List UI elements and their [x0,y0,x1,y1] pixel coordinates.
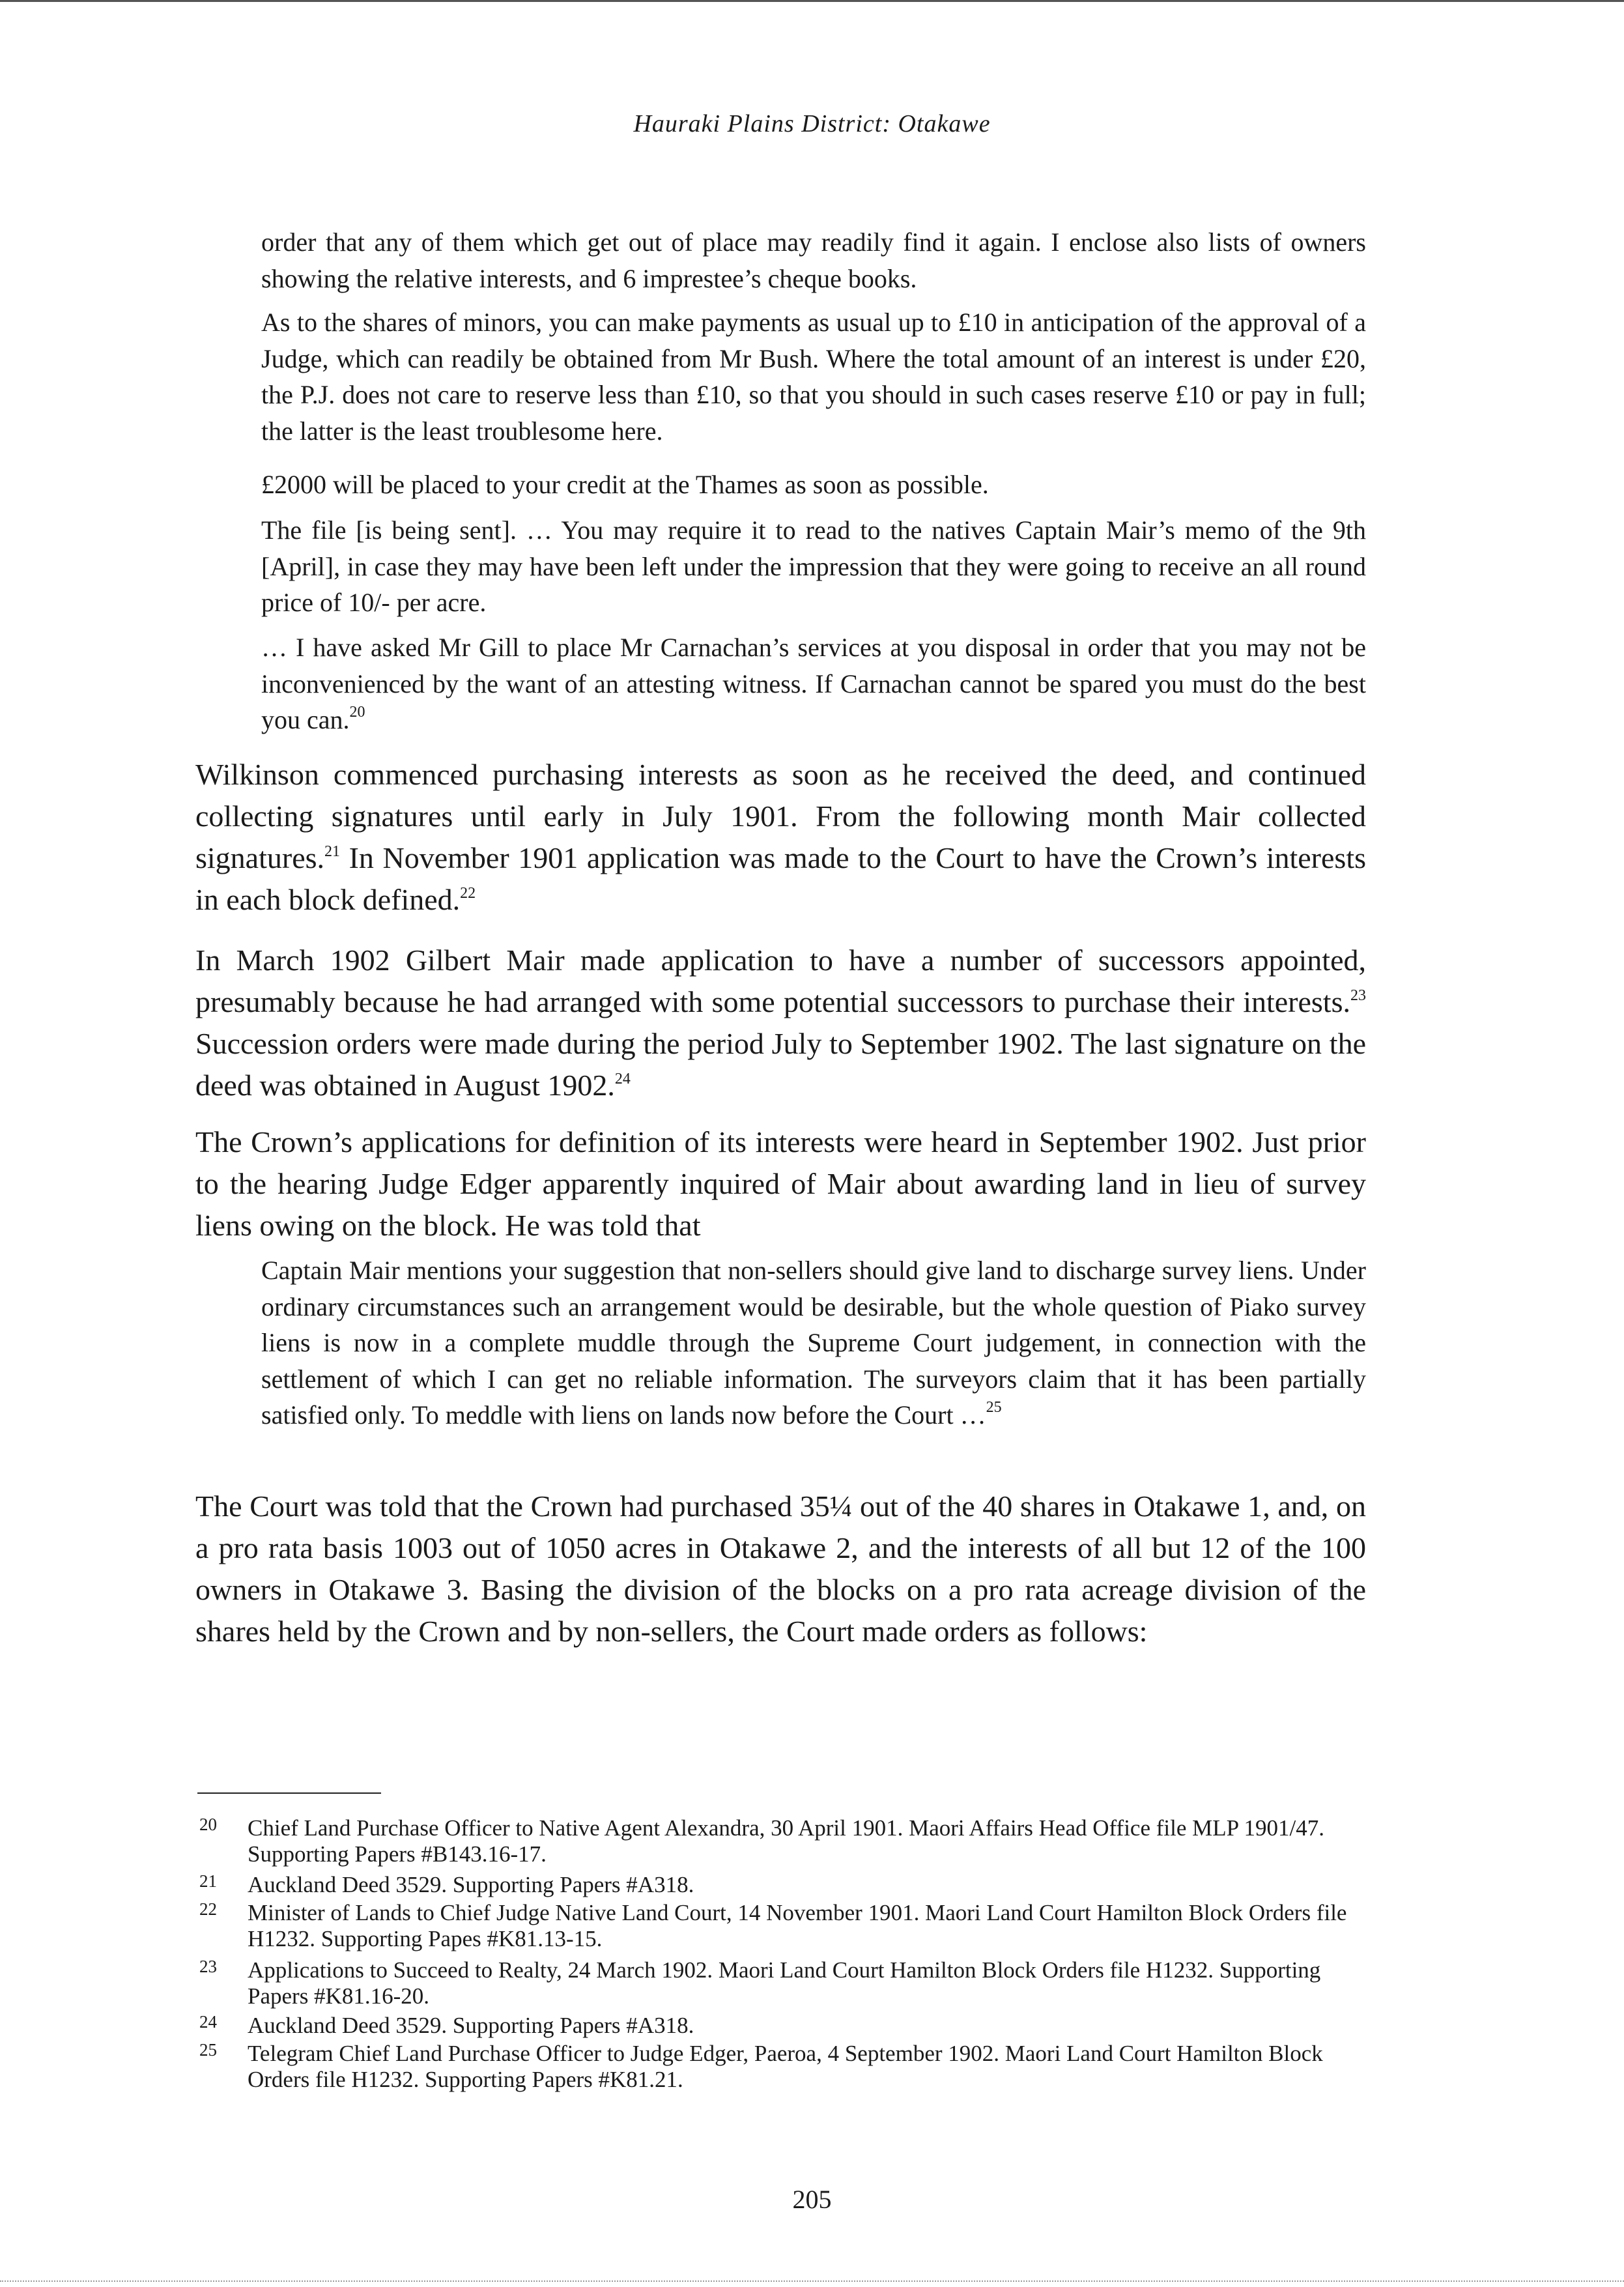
footnote-item [195,1900,1368,1952]
footnote-text: Auckland Deed 3529. Supporting Papers #A318. [248,2013,694,2038]
block-quote-paragraph: £2000 will be placed to your credit at the Thames as soon as possible. [261,470,989,499]
footnote-text: Auckland Deed 3529. Supporting Papers #A318. [248,1872,694,1897]
footnote-number: 24 [199,2012,217,2032]
block-quote-paragraph: As to the shares of minors, you can make payments as usual up to £10 in anticipation of the approval of a Judge, which can readily be obtained from Mr Bush. Where the total amount of an interest is under £20, the P.J. does not care to reserve less than £10, so that you should in such cases reserve £10 or pay in full; the latter is the least troublesome here. [261,308,1366,446]
footnote-item [195,2013,1368,2039]
footnote-item [195,1815,1368,1867]
footnote-text: Chief Land Purchase Officer to Native Agent Alexandra, 30 April 1901. Maori Affairs Head Office file MLP 1901/47. Supporting Papers #B143.16-17. [248,1815,1325,1867]
top-border-line [0,0,1624,2]
footnote-ref[interactable]: 21 [324,843,341,860]
block-quote-paragraph: … I have asked Mr Gill to place Mr Carnachan’s services at you disposal in order that you may not be inconvenienced by the want of an attesting witness. If Carnachan cannot be spared you must do the best you can.$^{20}$ [261,633,1366,734]
body-paragraph: Wilkinson commenced purchasing interests as soon as he received the deed, and continued collecting signatures until early in July 1901. From the following month Mair collected signatures.$^{21}$ In November 1901 application was made to the Court to have the Crown’s interests in each block defined.$^{22}$ [195,758,1366,916]
footnote-ref[interactable]: 23 [1350,987,1366,1004]
footnote-divider [197,1792,381,1794]
footnote-ref[interactable]: 20 [349,704,365,721]
footnote-text: Minister of Lands to Chief Judge Native Land Court, 14 November 1901. Maori Land Court Hamilton Block Orders file H1232. Supporting Papes #K81.13-15. [248,1900,1347,1951]
bottom-border-line [0,2280,1624,2282]
block-quote-paragraph: The file [is being sent]. … You may require it to read to the natives Captain Mair’s memo of the 9th [April], in case they may have been left under the impression that they were going to receive an all round price of 10/- per acre. [261,515,1366,617]
body-paragraph: In March 1902 Gilbert Mair made application to have a number of successors appointed, presumably because he had arranged with some potential successors to purchase their interests.$^{23}$ Succession orders were made during the period July to September 1902. The last signature on the deed was obtained in August 1902.24 [195,943,1366,1102]
body-paragraph: The Crown’s applications for definition of its interests were heard in September 1902. Just prior to the hearing Judge Edger apparently inquired of Mair about awarding land in lieu of survey liens owing on the block. He was told that [195,1125,1366,1242]
footnote-ref[interactable]: 25 [986,1399,1002,1416]
footnote-item [195,1872,1368,1898]
footnote-item [195,2041,1368,2093]
block-quote-paragraph: Captain Mair mentions your suggestion that non-sellers should give land to discharge survey liens. Under ordinary circumstances such an arrangement would be desirable, but the whole question of Piako survey liens is now in a complete muddle through the Supreme Court judgement, in connection with the settlement of which I can get no reliable information. The surveyors claim that it has been partially satisfied only. To meddle with liens on lands now before the Court …$^{25}$ [261,1256,1366,1430]
footnote-number: 25 [199,2040,217,2060]
footnote-number: 23 [199,1957,217,1976]
footnote-number: 20 [199,1815,217,1834]
footnote-number: 22 [199,1899,217,1919]
footnote-text: Applications to Succeed to Realty, 24 March 1902. Maori Land Court Hamilton Block Orders file H1232. Supporting Papers #K81.16-20. [248,1957,1321,2009]
footnote-ref[interactable]: 22 [460,885,476,902]
footnote-ref[interactable]: 24 [614,1071,631,1087]
footnote-text: Telegram Chief Land Purchase Officer to Judge Edger, Paeroa, 4 September 1902. Maori Land Court Hamilton Block Orders file H1232. Supporting Papers #K81.21. [248,2041,1323,2092]
page-number: 205 [792,2185,832,2214]
footnote-item [195,1957,1368,2009]
footnote-number: 21 [199,1871,217,1891]
body-paragraph: The Court was told that the Crown had purchased 35¼ out of the 40 shares in Otakawe 1, and, on a pro rata basis 1003 out of 1050 acres in Otakawe 2, and the interests of all but 12 of the 100 owners in Otakawe 3. Basing the division of the blocks on a pro rata acreage division of the shares held by the Crown and by non-sellers, the Court made orders as follows: [195,1489,1366,1648]
running-header: Hauraki Plains District: Otakawe [633,110,991,137]
block-quote-paragraph: order that any of them which get out of place may readily find it again. I enclose also lists of owners showing the relative interests, and 6 imprestee’s cheque books. [261,227,1366,293]
